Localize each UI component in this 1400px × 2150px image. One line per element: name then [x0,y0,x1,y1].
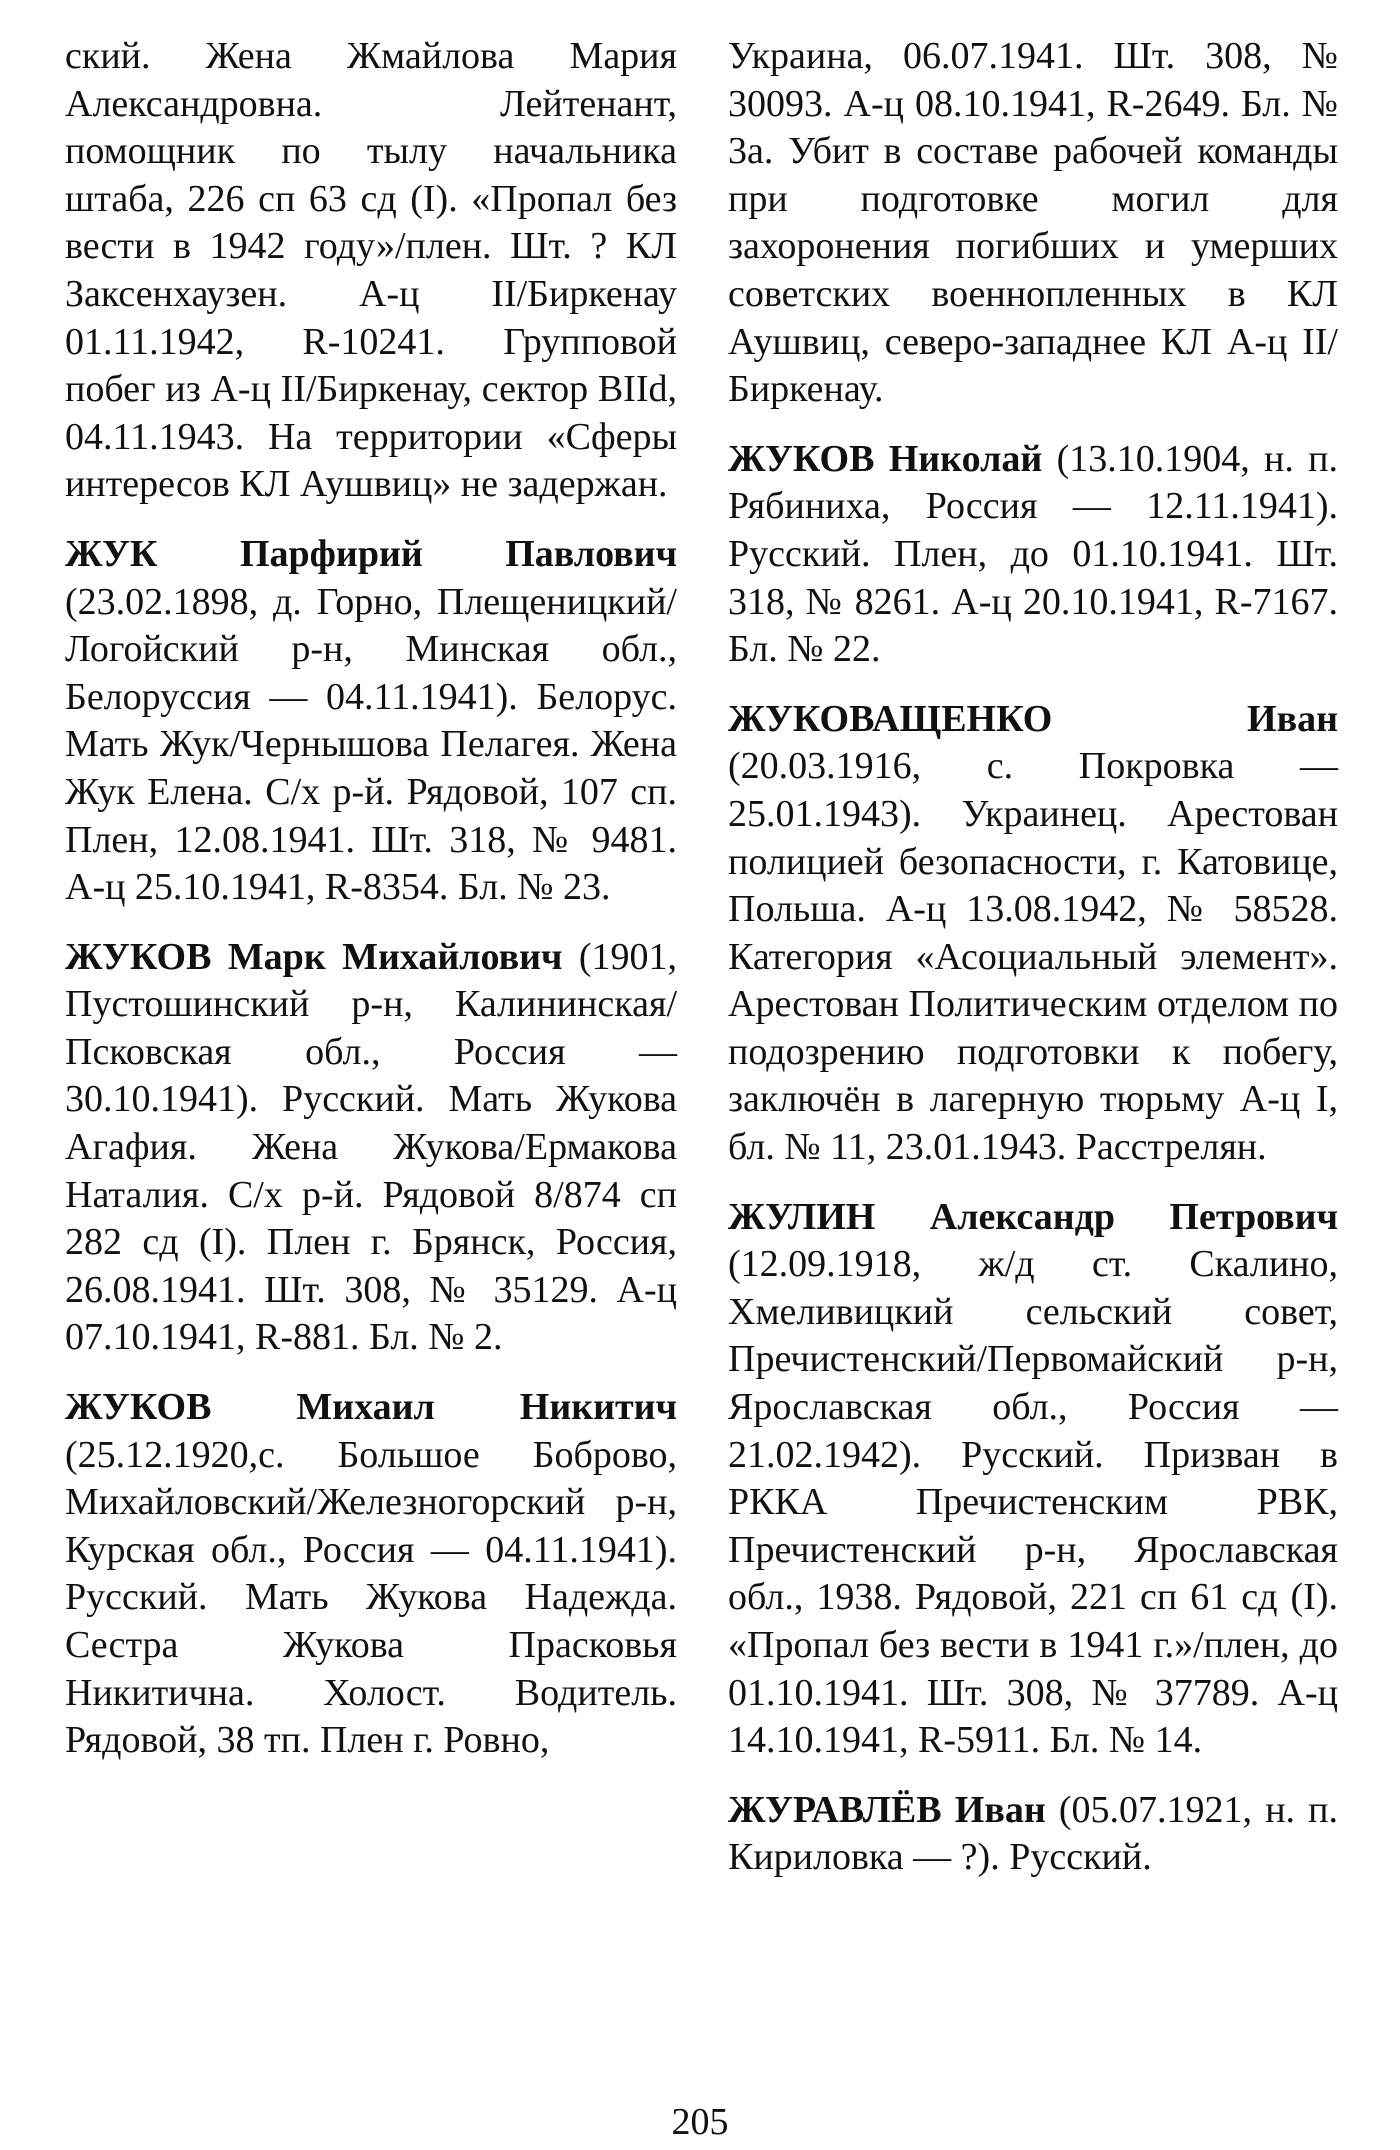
entry-text: (13.10.1904, н. п. Рябиниха, Россия — 12.11.1941). Русский. Плен, до 01.10.1941. Шт. 318, № 8261. А-ц 20.10.1941, R-7167. Бл. № 22. [728,437,1339,671]
entry-name: ЖУРАВЛЁВ Иван [728,1788,1046,1831]
entry [65,1384,677,1765]
entry [65,934,677,1362]
entry [728,696,1338,1172]
entry-text: (23.02.1898, д. Горно, Плещеницкий/Логойский р-н, Минская обл., Белоруссия — 04.11.1941). Белорус. Мать Жук/Чернышова Пелагея. Жена Жук Елена. С/х р-й. Рядовой, 107 сп. Плен, 12.08.1941. Шт. 318, № 9481. А-ц 25.10.1941, R-8354. Бл. № 23. [65,580,677,909]
entry [65,531,677,912]
right-column [728,33,1338,1904]
left-column [65,33,677,1787]
entry-text: (25.12.1920,с. Большое Боброво, Михайловский/Железногорский р-н, Курская обл., Россия — 04.11.1941). Русский. Мать Жукова Надежда. Сестра Жукова Прасковья Никитична. Холост. Водитель. Рядовой, 38 тп. Плен г. Ровно, [65,1433,677,1762]
entry [728,1194,1338,1765]
continuation-text: ский. Жена Жмайлова Мария Александровна. Лейтенант, помощник по тылу начальника штаба, 226 сп 63 сд (I). «Пропал без вести в 1942 году»/плен. Шт. ? КЛ Заксенхаузен. А-ц II/Биркенау 01.11.1942, R-10241. Групповой побег из А-ц II/Биркенау, сектор BIId, 04.11.1943. На территории «Сферы интересов КЛ Аушвиц» не задержан. [65,35,677,506]
entry [728,1787,1338,1882]
entry-text: (1901, Пустошинский р-н, Калининская/Псковская обл., Россия — 30.10.1941). Русский. Мать Жукова Агафия. Жена Жукова/Ермакова Наталия. С/х р-й. Рядовой 8/874 сп 282 сд (I). Плен г. Брянск, Россия, 26.08.1941. Шт. 308, № 35129. А-ц 07.10.1941, R-881. Бл. № 2. [65,935,678,1359]
entry-name: ЖУКОВ Марк Михайлович [65,935,563,978]
entry-name: ЖУКОВ Михаил Никитич [65,1386,677,1429]
entry [728,436,1338,674]
entry-text: (12.09.1918, ж/д ст. Скалино, Хмеливицкий сельский совет, Пречистенский/Первомайский р-н, Ярославская обл., Россия — 21.02.1942). Русский. Призван в РККА Пречистенским РВК, Пречистенский р-н, Ярославская обл., 1938. Рядовой, 221 сп 61 сд (I). «Пропал без вести в 1941 г.»/плен, до 01.10.1941. Шт. 308, № 37789. А-ц 14.10.1941, R-5911. Бл. № 14. [728,1243,1338,1762]
page-number: 205 [671,2101,729,2143]
entry-name: ЖУКОВ Николай [728,437,1043,480]
entry-text: (05.07.1921, н. п. Кириловка — ?). Русский. [728,1788,1339,1879]
entry-text: (20.03.1916, с. Покровка — 25.01.1943). Украинец. Арестован полицией безопасности, г. Катовице, Польша. А-ц 13.08.1942, № 58528. Категория «Асоциальный элемент». Арестован Политическим отделом по подозрению подготовки к побегу, заключён в лагерную тюрьму А-ц I, бл. № 11, 23.01.1943. Расстрелян. [728,745,1338,1169]
entry-name: ЖУЛИН Александр Петрович [728,1195,1338,1238]
entry-name: ЖУКОВАЩЕНКО Иван [728,697,1338,740]
continuation-text: Украина, 06.07.1941. Шт. 308, № 30093. А-ц 08.10.1941, R-2649. Бл. № 3а. Убит в составе рабочей команды при подготовке могил для захоронения погибших и умерших советских военнопленных в КЛ Аушвиц, северо-западнее КЛ А-ц II/Биркенау. [728,35,1338,411]
entry-name: ЖУК Парфирий Павлович [65,532,677,575]
